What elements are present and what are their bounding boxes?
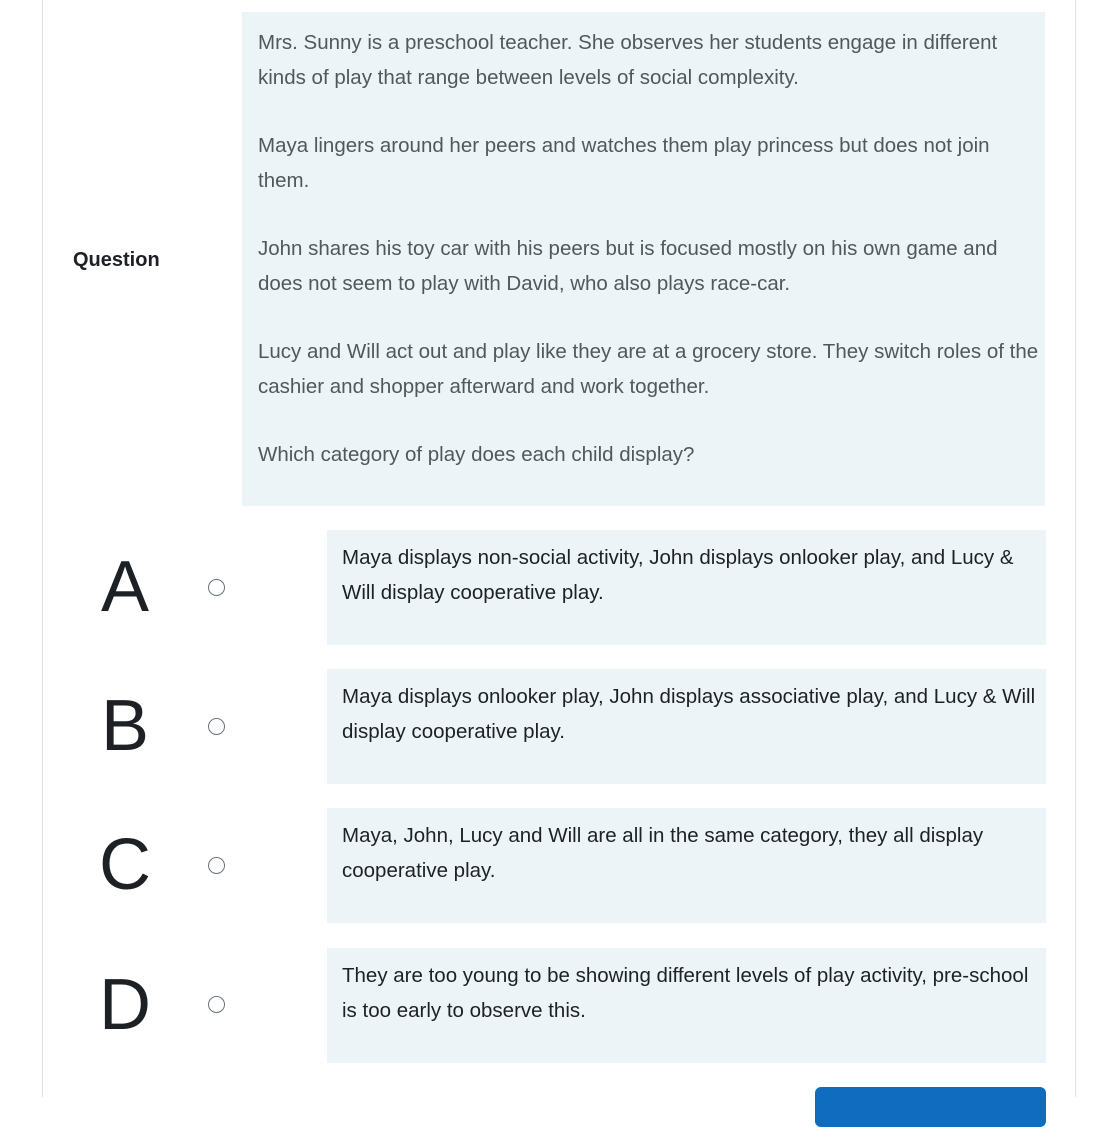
option-b-radio[interactable] xyxy=(208,718,225,735)
question-paragraph: Mrs. Sunny is a preschool teacher. She observes her students engage in different kinds of play that range between levels of social complexity. xyxy=(258,31,998,89)
question-paragraph: Which category of play does each child display? xyxy=(258,443,695,466)
submit-button[interactable] xyxy=(815,1087,1046,1127)
option-a-text[interactable]: Maya displays non-social activity, John displays onlooker play, and Lucy & Will display cooperative play. xyxy=(327,530,1046,645)
option-d-letter: D xyxy=(99,965,151,1045)
option-d-text[interactable]: They are too young to be showing different levels of play activity, pre-school is too early to observe this. xyxy=(327,948,1046,1063)
option-c-radio[interactable] xyxy=(208,857,225,874)
option-b-text[interactable]: Maya displays onlooker play, John displays associative play, and Lucy & Will display cooperative play. xyxy=(327,669,1046,784)
option-a-letter: A xyxy=(100,547,150,627)
question-paragraph: Lucy and Will act out and play like they are at a grocery store. They switch roles of the cashier and shopper afterward and work together. xyxy=(258,340,1039,398)
option-d-radio[interactable] xyxy=(208,996,225,1013)
option-b-letter: B xyxy=(100,686,150,766)
option-c-text[interactable]: Maya, John, Lucy and Will are all in the same category, they all display cooperative play. xyxy=(327,808,1046,923)
question-paragraph: Maya lingers around her peers and watches them play princess but does not join them. xyxy=(258,134,990,192)
question-text-box xyxy=(242,12,1045,506)
question-paragraph: John shares his toy car with his peers but is focused mostly on his own game and does not seem to play with David, who also plays race-car. xyxy=(258,237,998,295)
question-label: Question xyxy=(73,249,160,271)
option-a-radio[interactable] xyxy=(208,579,225,596)
option-c-letter: C xyxy=(99,825,151,905)
